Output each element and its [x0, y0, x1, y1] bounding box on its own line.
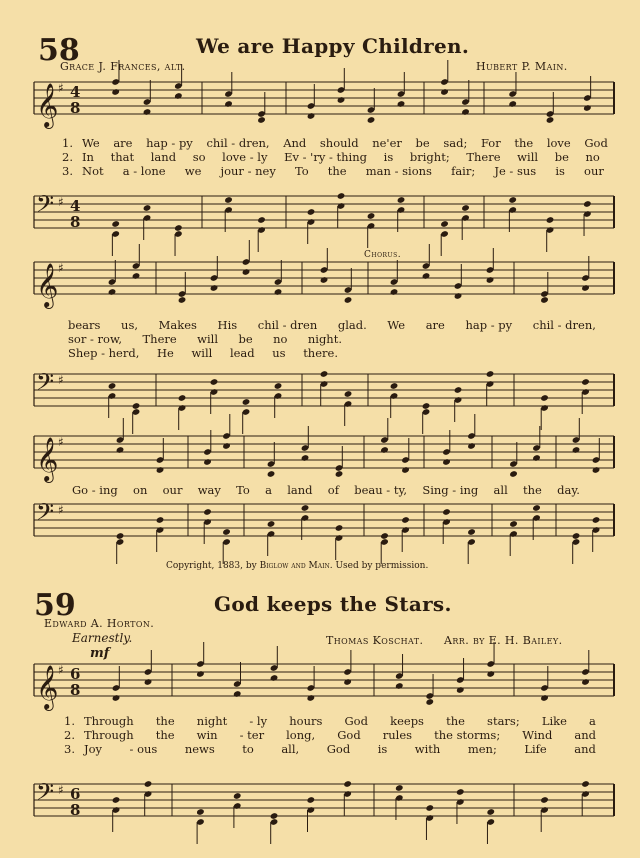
note-head [196, 670, 205, 678]
note-head [486, 670, 495, 678]
note-head [274, 382, 283, 390]
note-head [425, 804, 434, 812]
note-head [108, 382, 117, 390]
note-head [270, 674, 279, 682]
note-head [178, 394, 187, 402]
note-head [242, 398, 251, 406]
note-head [343, 678, 352, 686]
note-head [174, 92, 183, 100]
note-head [132, 272, 141, 280]
note-head [301, 454, 310, 462]
note-head [156, 516, 165, 524]
copyright-notice: Copyright, 1883, by Biglow and Main. Used by permission. [166, 561, 429, 571]
note-head [257, 216, 266, 224]
note-head [440, 220, 449, 228]
note-head [203, 508, 212, 516]
note-head [274, 288, 283, 296]
note-head [344, 390, 353, 398]
note-head [401, 516, 410, 524]
chorus-label: Chorus. [364, 250, 402, 260]
hymn-59-verse-2: 2. Through the win - ter long, God rules the storms; Wind and [64, 728, 596, 742]
note-head [401, 466, 410, 474]
note-head [203, 458, 212, 466]
sharp-icon: ♯ [58, 783, 64, 797]
note-head [461, 108, 470, 116]
note-head [592, 516, 601, 524]
note-head [307, 112, 316, 120]
note-head [486, 370, 495, 378]
hymn-58-chorus-line: Go - ing on our way To a land of beau - ty, Sing - ing all the day. [72, 483, 580, 497]
note-head [456, 686, 465, 694]
bass-clef-icon: 𝄢 [36, 368, 55, 401]
note-head [108, 288, 117, 296]
note-head [267, 470, 276, 478]
note-head [143, 108, 152, 116]
time-signature-top: 6 [70, 665, 81, 683]
note-head [210, 378, 219, 386]
note-head [343, 780, 352, 788]
hymn-59-arranger: Arr. by E. H. Bailey. [444, 634, 563, 647]
note-head [592, 466, 601, 474]
treble-clef-icon: 𝄞 [36, 83, 59, 127]
note-head [116, 446, 125, 454]
note-head [440, 88, 449, 96]
note-head [144, 780, 153, 788]
note-head [456, 788, 465, 796]
note-head [508, 196, 517, 204]
hymn-59-composer: Thomas Koschat. [326, 634, 424, 647]
sharp-icon: ♯ [58, 435, 64, 449]
note-head [454, 386, 463, 394]
note-head [581, 780, 590, 788]
note-head [583, 200, 592, 208]
hymn-59-number: 59 [34, 588, 76, 623]
note-head [144, 678, 153, 686]
note-head [116, 532, 125, 540]
hymn-59-title: God keeps the Stars. [214, 592, 452, 616]
note-head [242, 268, 251, 276]
note-head [111, 88, 120, 96]
note-head [509, 520, 518, 528]
note-head [425, 698, 434, 706]
note-head [581, 378, 590, 386]
note-head [380, 446, 389, 454]
note-head [111, 220, 120, 228]
note-head [540, 796, 549, 804]
note-head [546, 216, 555, 224]
hymn-59-lyricist: Edward A. Horton. [44, 617, 155, 630]
note-head [367, 116, 376, 124]
note-head [337, 96, 346, 104]
sharp-icon: ♯ [58, 503, 64, 517]
note-head [257, 116, 266, 124]
bass-clef-icon: 𝄢 [36, 778, 55, 811]
note-head [222, 528, 231, 536]
hymn-58-verse-3-line-1: 3. Not a - lone we jour - ney To the man - sions fair; Je - sus is our [62, 164, 604, 178]
note-head [337, 192, 346, 200]
note-head [397, 100, 406, 108]
hymn-58-verse-2-line-1: 2. In that land so love - ly Ev - 'ry - thing is bright; There will be no [62, 150, 600, 164]
tempo-marking: Earnestly. [72, 631, 133, 645]
note-head [390, 382, 399, 390]
note-head [540, 394, 549, 402]
note-head [112, 694, 121, 702]
time-signature-bottom: 8 [70, 801, 81, 819]
note-head [233, 690, 242, 698]
dynamic-marking: mf [90, 646, 110, 661]
time-signature-bottom: 8 [70, 213, 81, 231]
note-head [301, 504, 310, 512]
hymn-58-verse-1-line-1: 1. We are hap - py chil - dren, And should ne'er be sad; For the love God [62, 136, 608, 150]
note-head [467, 528, 476, 536]
note-head [267, 520, 276, 528]
note-head [546, 116, 555, 124]
note-head [156, 466, 165, 474]
note-head [380, 532, 389, 540]
time-signature-bottom: 8 [70, 681, 81, 699]
hymn-58-title: We are Happy Children. [196, 34, 470, 58]
hymn-58-composer: Hubert P. Main. [476, 60, 568, 73]
treble-clef-icon: 𝄞 [36, 263, 59, 307]
note-head [390, 288, 399, 296]
note-head [112, 796, 121, 804]
note-head [454, 292, 463, 300]
note-head [270, 812, 279, 820]
time-signature-top: 6 [70, 785, 81, 803]
note-head [422, 402, 431, 410]
note-head [224, 196, 233, 204]
note-head [320, 370, 329, 378]
note-head [196, 808, 205, 816]
note-head [442, 458, 451, 466]
note-head [335, 470, 344, 478]
note-head [306, 694, 315, 702]
note-head [532, 504, 541, 512]
note-head [174, 224, 183, 232]
hymn-58-number: 58 [38, 33, 80, 68]
hymn-59-verse-3: 3. Joy - ous news to all, God is with men; Life and [64, 742, 596, 756]
note-head [581, 678, 590, 686]
bass-clef-icon: 𝄢 [36, 190, 55, 223]
note-head [540, 296, 549, 304]
note-head [397, 196, 406, 204]
note-head [486, 276, 495, 284]
note-head [572, 446, 581, 454]
sharp-icon: ♯ [58, 663, 64, 677]
note-head [461, 204, 470, 212]
note-head [210, 284, 219, 292]
time-signature-top: 4 [70, 83, 81, 101]
hymn-58-verse-1-line-2: bears us, Makes His chil - dren glad. We are hap - py chil - dren, [68, 318, 596, 332]
note-head [320, 276, 329, 284]
note-head [422, 272, 431, 280]
note-head [233, 792, 242, 800]
note-head [306, 796, 315, 804]
hymn-58-lyricist: Grace J. Frances, alt. [60, 60, 186, 73]
note-head [540, 694, 549, 702]
note-head [395, 682, 404, 690]
sharp-icon: ♯ [58, 373, 64, 387]
treble-clef-icon: 𝄞 [36, 665, 59, 709]
hymn-58-verse-2-line-2: sor - row, There will be no night. [68, 332, 342, 346]
note-head [307, 208, 316, 216]
note-head [532, 454, 541, 462]
time-signature-top: 4 [70, 197, 81, 215]
note-head [508, 100, 517, 108]
note-head [367, 212, 376, 220]
note-head [335, 524, 344, 532]
note-head [583, 104, 592, 112]
note-head [132, 402, 141, 410]
note-head [509, 470, 518, 478]
note-head [344, 296, 353, 304]
note-head [222, 442, 231, 450]
hymn-59-verse-1: 1. Through the night - ly hours God keeps the stars; Like a [64, 714, 596, 728]
sharp-icon: ♯ [58, 195, 64, 209]
note-head [224, 100, 233, 108]
hymn-58-verse-3-line-2: Shep - herd, He will lead us there. [68, 346, 338, 360]
note-head [442, 508, 451, 516]
note-head [395, 784, 404, 792]
note-head [572, 532, 581, 540]
sharp-icon: ♯ [58, 261, 64, 275]
bass-clef-icon: 𝄢 [36, 498, 55, 531]
sharp-icon: ♯ [58, 81, 64, 95]
note-head [143, 204, 152, 212]
note-head [178, 296, 187, 304]
note-head [581, 284, 590, 292]
treble-clef-icon: 𝄞 [36, 437, 59, 481]
note-head [467, 442, 476, 450]
note-head [486, 808, 495, 816]
time-signature-bottom: 8 [70, 99, 81, 117]
